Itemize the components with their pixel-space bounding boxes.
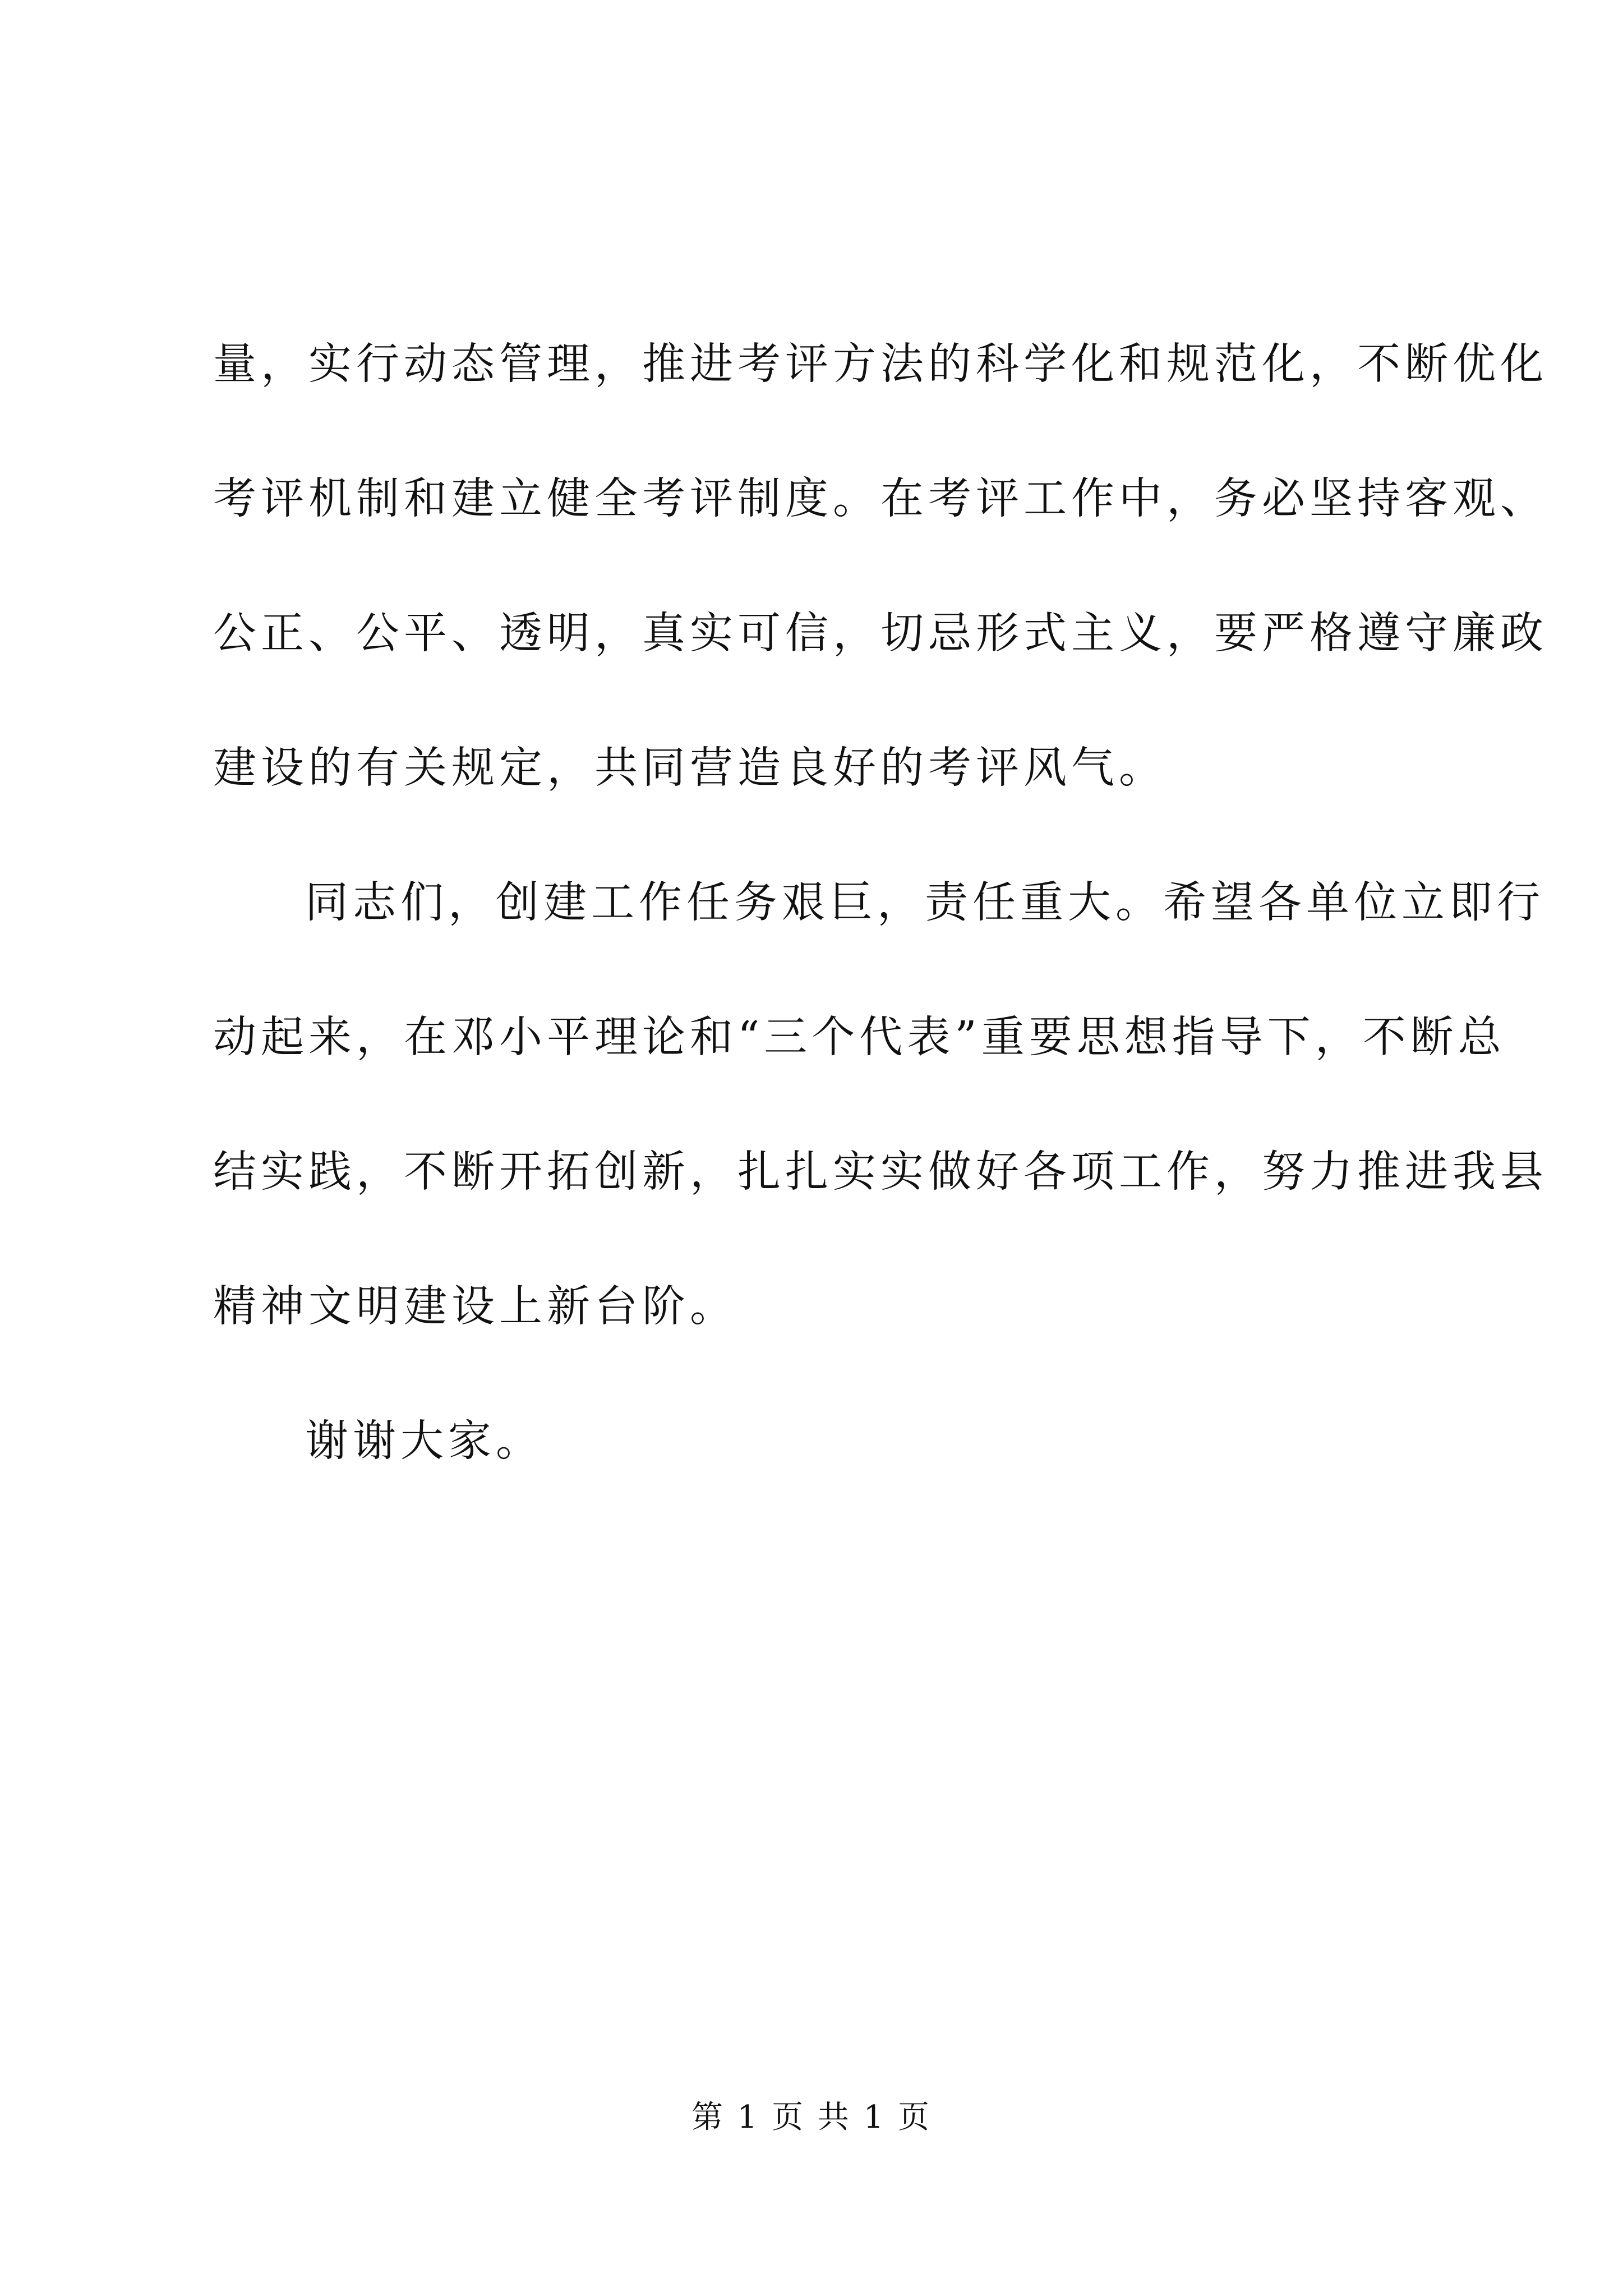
text-line: 量，实行动态管理，推进考评方法的科学化和规范化，不断优化 <box>213 339 1548 389</box>
text-line: 动起来，在邓小平理论和“三个代表”重要思想指导下，不断总 <box>213 1013 1506 1062</box>
page-number-footer: 第 1 页 共 1 页 <box>691 2099 932 2136</box>
text-line: 谢谢大家。 <box>305 1416 543 1466</box>
paragraph-thanks <box>213 1374 1424 1509</box>
text-line: 同志们，创建工作任务艰巨，责任重大。希望各单位立即行 <box>305 878 1544 928</box>
paragraph-continuation <box>213 297 1548 836</box>
paragraph-closing-call <box>213 836 1548 1374</box>
text-line: 精神文明建设上新台阶。 <box>213 1282 737 1332</box>
text-line: 建设的有关规定，共同营造良好的考评风气。 <box>213 743 1166 793</box>
text-line: 结实践，不断开拓创新，扎扎实实做好各项工作，努力推进我县 <box>213 1147 1548 1197</box>
text-line: 考评机制和建立健全考评制度。在考评工作中，务必坚持客观、 <box>213 474 1548 524</box>
text-line: 公正、公平、透明，真实可信，切忌形式主义，要严格遵守廉政 <box>213 609 1548 659</box>
document-body <box>213 297 1548 1509</box>
